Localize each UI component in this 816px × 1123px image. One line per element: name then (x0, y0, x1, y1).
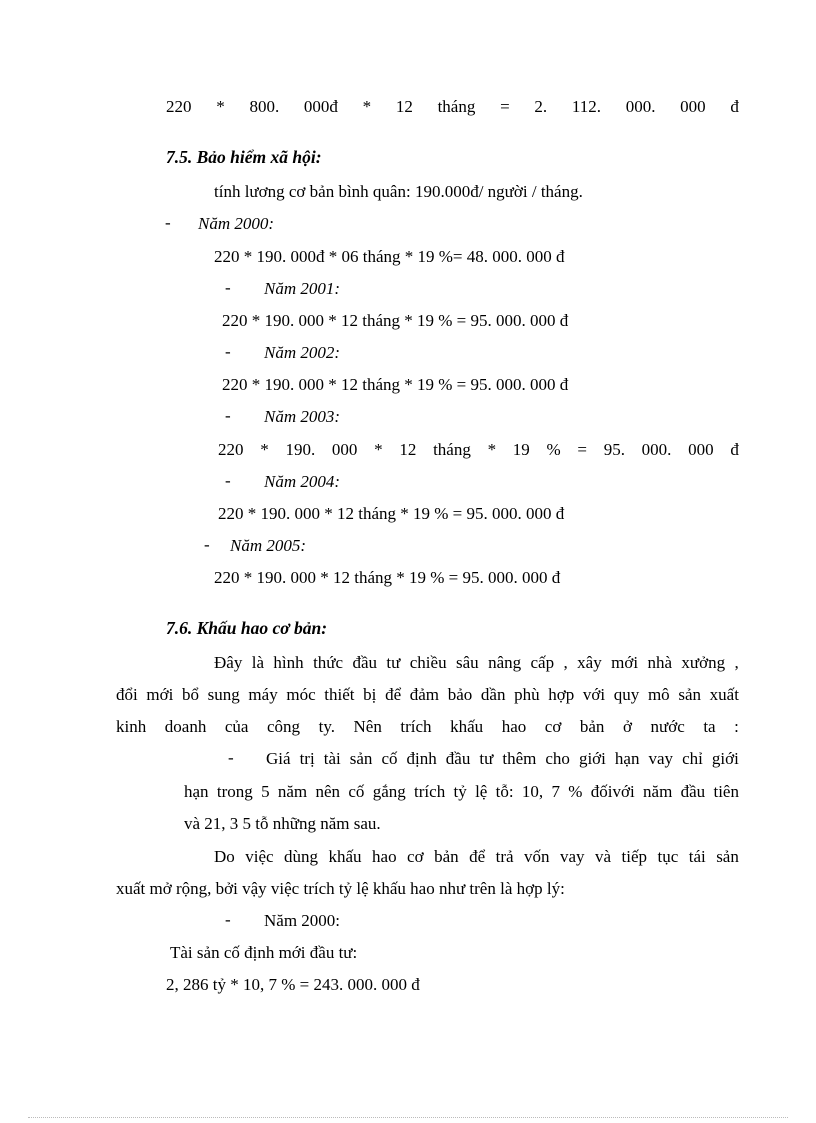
word: đầu (445, 749, 471, 768)
bullet-dash: - (165, 213, 171, 232)
word: ở (622, 717, 632, 736)
word: hạn (184, 782, 209, 801)
word: 10, (521, 782, 544, 801)
word: đảm (409, 685, 440, 704)
word: bị (363, 685, 377, 704)
word: cố (381, 749, 398, 768)
word: doanh (164, 717, 207, 736)
bullet-dash: - (225, 910, 231, 929)
word: tiên (713, 782, 739, 801)
year-label: Năm 2003: (264, 407, 341, 426)
word: đốivới (590, 782, 635, 801)
word: 800. (249, 97, 280, 116)
word: xưởng (681, 653, 726, 672)
word: năm (643, 782, 673, 801)
word: việc (245, 847, 274, 866)
word: = (577, 440, 587, 459)
word: * (374, 440, 383, 459)
word: 000 (331, 440, 358, 459)
word: cơ (407, 847, 424, 866)
word: chỉ (682, 749, 703, 768)
basis-text: tính lương cơ bản bình quân: 190.000đ/ người / tháng. (214, 182, 583, 201)
word: khấu (328, 847, 362, 866)
bullet-line: và 21, 3 5 tỗ những năm sau. (184, 814, 381, 833)
bullet-line (266, 748, 739, 770)
year-calc: 220 * 190. 000 * 12 tháng * 19 % = 95. 000. 000 đ (218, 504, 565, 523)
word: để (469, 847, 486, 866)
word: giới (711, 749, 739, 768)
word: % (546, 440, 561, 459)
word: là (251, 653, 265, 672)
bullet-dash: - (225, 278, 231, 297)
word: tháng (433, 440, 471, 459)
year-label: Năm 2000: (198, 214, 275, 233)
salary-total-line (166, 96, 739, 118)
word: đổi (116, 685, 138, 704)
asset-label: Tài sản cố định mới đầu tư: (170, 943, 358, 962)
word: 7 (551, 782, 560, 801)
word: mới (611, 653, 639, 672)
bullet-dash: - (225, 406, 231, 425)
word: thức (313, 653, 344, 672)
word: ty. (318, 717, 335, 736)
year-label: Năm 2004: (264, 472, 341, 491)
bullet-dash: - (225, 342, 231, 361)
word: đ (730, 97, 739, 116)
word: trị (299, 749, 315, 768)
word: trong (216, 782, 253, 801)
word: trích (414, 782, 446, 801)
year-label: Năm 2002: (264, 343, 341, 362)
word: tiếp (621, 847, 647, 866)
word: nâng (488, 653, 522, 672)
word: năm (277, 782, 308, 801)
word: , (734, 653, 739, 672)
word: mới (146, 685, 174, 704)
word: bảo (447, 685, 473, 704)
word: hạn (614, 749, 640, 768)
year-calc (218, 439, 739, 461)
word: hao (501, 717, 527, 736)
word: % (568, 782, 583, 801)
year-calc: 220 * 190. 000 * 12 tháng * 19 % = 95. 000. 000 đ (222, 311, 569, 330)
word: 000đ (303, 97, 338, 116)
word: 190. (285, 440, 316, 459)
word: trả (495, 847, 514, 866)
word: vay (559, 847, 585, 866)
word: tỷ (453, 782, 467, 801)
page-bottom-rule (28, 1117, 788, 1118)
word: 2. (534, 97, 548, 116)
word: đầu (680, 782, 706, 801)
word: = (500, 97, 510, 116)
bullet-dash: - (225, 471, 231, 490)
word: dần (480, 685, 506, 704)
word: công (267, 717, 301, 736)
word: hao (372, 847, 397, 866)
word: xuất (709, 685, 739, 704)
word: ta (703, 717, 716, 736)
word: tư (386, 653, 401, 672)
word: tháng (437, 97, 476, 116)
word: 000 (680, 97, 706, 116)
word: giới (578, 749, 606, 768)
word: sản (678, 685, 702, 704)
word: * (216, 97, 225, 116)
word: kinh (116, 717, 147, 736)
word: * (487, 440, 497, 459)
word: * (362, 97, 372, 116)
word: : (734, 717, 739, 736)
word: Giá (266, 749, 291, 768)
word: 12 (395, 97, 413, 116)
word: nhà (647, 653, 673, 672)
paragraph-line: xuất mở rộng, bởi vậy việc trích tỷ lệ khấu hao như trên là hợp lý: (116, 879, 565, 898)
word: hợp (548, 685, 575, 704)
year-label: Năm 2000: (264, 911, 341, 930)
word: 95. (603, 440, 625, 459)
word: tục (657, 847, 679, 866)
word: với (582, 685, 606, 704)
word: thiết (324, 685, 355, 704)
word: hình (273, 653, 304, 672)
word: khấu (450, 717, 484, 736)
word: để (385, 685, 402, 704)
word: tư (479, 749, 494, 768)
word: và (594, 847, 612, 866)
word: 000 (688, 440, 714, 459)
year-calc: 220 * 190. 000 * 12 tháng * 19 % = 95. 000. 000 đ (222, 375, 569, 394)
bullet-dash: - (228, 748, 234, 767)
word: phù (514, 685, 540, 704)
word: vốn (524, 847, 550, 866)
word: 000. (641, 440, 672, 459)
word: 220 (218, 440, 244, 459)
word: thêm (502, 749, 537, 768)
word: cấp (530, 653, 555, 672)
paragraph-line (214, 846, 739, 868)
word: Nên (353, 717, 382, 736)
word: sâu (455, 653, 479, 672)
word: định (406, 749, 437, 768)
word: Do (214, 847, 235, 866)
year-calc: 220 * 190. 000đ * 06 tháng * 19 %= 48. 000. 000 đ (214, 247, 565, 266)
year-calc: 220 * 190. 000 * 12 tháng * 19 % = 95. 000. 000 đ (214, 568, 561, 587)
word: 5 (261, 782, 270, 801)
word: đầu (352, 653, 377, 672)
word: cơ (544, 717, 562, 736)
word: Đây (214, 653, 243, 672)
word: chiều (409, 653, 447, 672)
word: của (224, 717, 249, 736)
word: quy (613, 685, 640, 704)
word: sản (716, 847, 739, 866)
word: cho (545, 749, 570, 768)
word: máy (248, 685, 278, 704)
word: bổ (181, 685, 199, 704)
word: gắng (372, 782, 406, 801)
word: mô (647, 685, 670, 704)
section-heading-7-6: 7.6. Khấu hao cơ bản: (166, 618, 328, 638)
year-label: Năm 2001: (264, 279, 341, 298)
year-label: Năm 2005: (230, 536, 307, 555)
word: tài (323, 749, 341, 768)
word: cố (348, 782, 365, 801)
word: bản (579, 717, 605, 736)
paragraph-line (116, 716, 739, 738)
asset-calc: 2, 286 tỷ * 10, 7 % = 243. 000. 000 đ (166, 975, 420, 994)
word: móc (286, 685, 316, 704)
section-heading-7-5: 7.5. Bảo hiểm xã hội: (166, 147, 322, 167)
paragraph-line (214, 652, 739, 674)
word: nước (650, 717, 685, 736)
bullet-line (184, 781, 739, 803)
word: , (563, 653, 568, 672)
word: vay (648, 749, 674, 768)
word: tái (688, 847, 706, 866)
word: trích (400, 717, 432, 736)
word: 112. (571, 97, 601, 116)
word: * (260, 440, 269, 459)
word: 220 (166, 97, 192, 116)
word: 12 (399, 440, 417, 459)
word: xây (577, 653, 602, 672)
bullet-dash: - (204, 535, 210, 554)
word: dùng (284, 847, 319, 866)
word: 19 (512, 440, 530, 459)
word: bản (434, 847, 459, 866)
word: nên (315, 782, 341, 801)
word: 000. (625, 97, 656, 116)
paragraph-line (116, 684, 739, 706)
word: lệ (475, 782, 488, 801)
word: sản (349, 749, 373, 768)
word: tỗ: (495, 782, 514, 801)
word: đ (730, 440, 739, 459)
word: sung (207, 685, 240, 704)
